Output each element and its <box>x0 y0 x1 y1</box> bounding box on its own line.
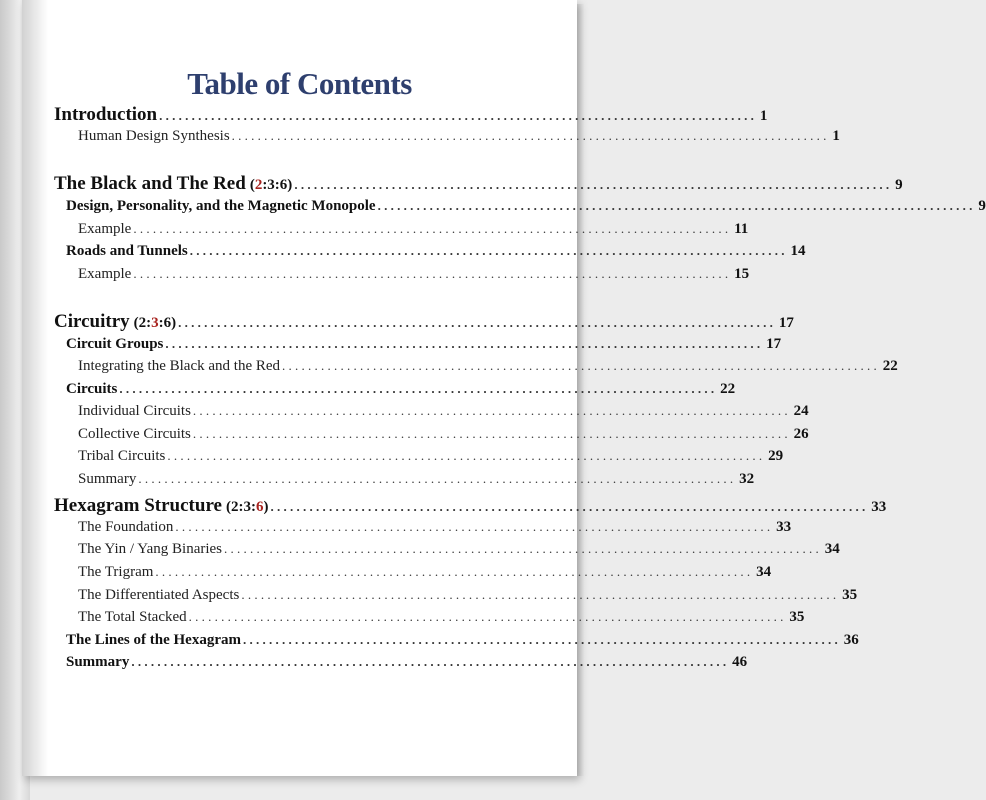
toc-entry-design-personality[interactable] <box>0 198 986 220</box>
toc-entry-label: Introduction <box>54 104 158 125</box>
toc-page-number: 33 <box>776 519 792 535</box>
toc-entry-label: Individual Circuits <box>78 403 191 419</box>
toc-page-number: 26 <box>793 426 809 442</box>
toc-entry-black-and-red[interactable] <box>0 173 903 195</box>
toc-page-number: 33 <box>871 499 887 515</box>
leader-dots <box>133 221 728 237</box>
leader-dots <box>294 177 889 193</box>
leader-dots <box>270 499 865 515</box>
toc-entry-label: Circuits <box>66 381 118 397</box>
leader-dots <box>175 519 770 535</box>
toc-entry-label: Example <box>78 266 132 282</box>
toc-entry-label: Example <box>78 221 132 237</box>
page-title: Table of Contents <box>187 66 412 101</box>
leader-dots <box>119 381 714 397</box>
leader-dots <box>165 336 760 352</box>
toc-page-number: 17 <box>766 336 782 352</box>
leader-dots <box>190 243 785 259</box>
toc-entry-example[interactable] <box>0 221 749 243</box>
toc-entry-collective-circuits[interactable] <box>0 426 809 448</box>
toc-entry-integrating[interactable] <box>0 358 898 380</box>
leader-dots <box>131 654 726 670</box>
toc-entry-circuits[interactable] <box>0 381 736 403</box>
leader-dots <box>133 266 728 282</box>
toc-page-number: 35 <box>842 587 858 603</box>
toc-page-number: 34 <box>824 541 840 557</box>
toc-entry-label: The Total Stacked <box>78 609 187 625</box>
toc-entry-label: Summary <box>78 471 137 487</box>
toc-page-number: 15 <box>734 266 750 282</box>
toc-entry-yin-yang-binaries[interactable] <box>0 541 840 563</box>
toc-entry-lines-of-hexagram[interactable] <box>0 632 859 654</box>
toc-entry-circuitry[interactable] <box>0 311 794 333</box>
toc-page-number: 22 <box>720 381 736 397</box>
toc-entry-label: Hexagram Structure <box>54 495 222 516</box>
toc-page-number: 17 <box>778 315 794 331</box>
toc-page-number: 9 <box>978 198 986 214</box>
leader-dots <box>138 471 733 487</box>
toc-entry-label: Tribal Circuits <box>78 448 166 464</box>
toc-entry-label: The Trigram <box>78 564 154 580</box>
leader-dots <box>167 448 762 464</box>
leader-dots <box>159 108 754 124</box>
toc-entry-label: The Black and The Red <box>54 173 246 194</box>
toc-page-number: 36 <box>843 632 859 648</box>
toc-entry-label: The Lines of the Hexagram <box>66 632 241 648</box>
toc-entry-label: Summary <box>66 654 130 670</box>
leader-dots <box>232 128 827 144</box>
toc-entry-total-stacked[interactable] <box>0 609 805 631</box>
toc-entry-differentiated-aspects[interactable] <box>0 587 858 609</box>
toc-page-number: 34 <box>756 564 772 580</box>
toc-entry-label: Roads and Tunnels <box>66 243 188 259</box>
leader-dots <box>243 632 838 648</box>
toc-entry-summary-final[interactable] <box>0 654 748 676</box>
toc-page-number: 1 <box>759 108 768 124</box>
leader-dots <box>224 541 819 557</box>
toc-entry-label: Integrating the Black and the Red <box>78 358 281 374</box>
toc-page-number: 32 <box>739 471 755 487</box>
leader-dots <box>193 426 788 442</box>
toc-entry-tribal-circuits[interactable] <box>0 448 784 470</box>
toc-page-number: 1 <box>832 128 840 144</box>
toc-entry-trigram[interactable] <box>0 564 772 586</box>
leader-dots <box>178 315 773 331</box>
toc-entry-label: Circuitry <box>54 311 130 332</box>
leader-dots <box>241 587 836 603</box>
toc-entry-introduction[interactable] <box>0 104 768 126</box>
toc-entry-circuit-groups[interactable] <box>0 336 782 358</box>
toc-entry-label: Collective Circuits <box>78 426 191 442</box>
leader-dots <box>282 358 877 374</box>
toc-page-number: 29 <box>768 448 784 464</box>
toc-entry-hexagram-structure[interactable] <box>0 495 887 517</box>
toc-entry-ratio: (2:3:6) <box>133 315 177 331</box>
toc-entry-ratio: (2:3:6) <box>249 177 293 193</box>
toc-entry-individual-circuits[interactable] <box>0 403 809 425</box>
toc-page-number: 11 <box>734 221 749 237</box>
toc-entry-summary[interactable] <box>0 471 755 493</box>
toc-page-number: 35 <box>789 609 805 625</box>
toc-entry-human-design-synthesis[interactable] <box>0 128 840 150</box>
toc-entry-ratio: (2:3:6) <box>225 499 269 515</box>
leader-dots <box>378 198 973 214</box>
leader-dots <box>189 609 784 625</box>
toc-entry-label: The Differentiated Aspects <box>78 587 240 603</box>
toc-entry-label: Design, Personality, and the Magnetic Monopole <box>66 198 376 214</box>
toc-entry-roads-and-tunnels[interactable] <box>0 243 806 265</box>
toc-page-number: 9 <box>895 177 903 193</box>
toc-entry-label: The Foundation <box>78 519 174 535</box>
toc-page-number: 24 <box>793 403 809 419</box>
toc-entry-label: Human Design Synthesis <box>78 128 230 144</box>
toc-entry-label: Circuit Groups <box>66 336 164 352</box>
leader-dots <box>193 403 788 419</box>
toc-page-number: 14 <box>790 243 806 259</box>
toc-page-number: 46 <box>732 654 748 670</box>
toc-page-number: 22 <box>882 358 898 374</box>
toc-entry-example[interactable] <box>0 266 750 288</box>
leader-dots <box>155 564 750 580</box>
toc-entry-label: The Yin / Yang Binaries <box>78 541 223 557</box>
toc-entry-foundation[interactable] <box>0 519 792 541</box>
